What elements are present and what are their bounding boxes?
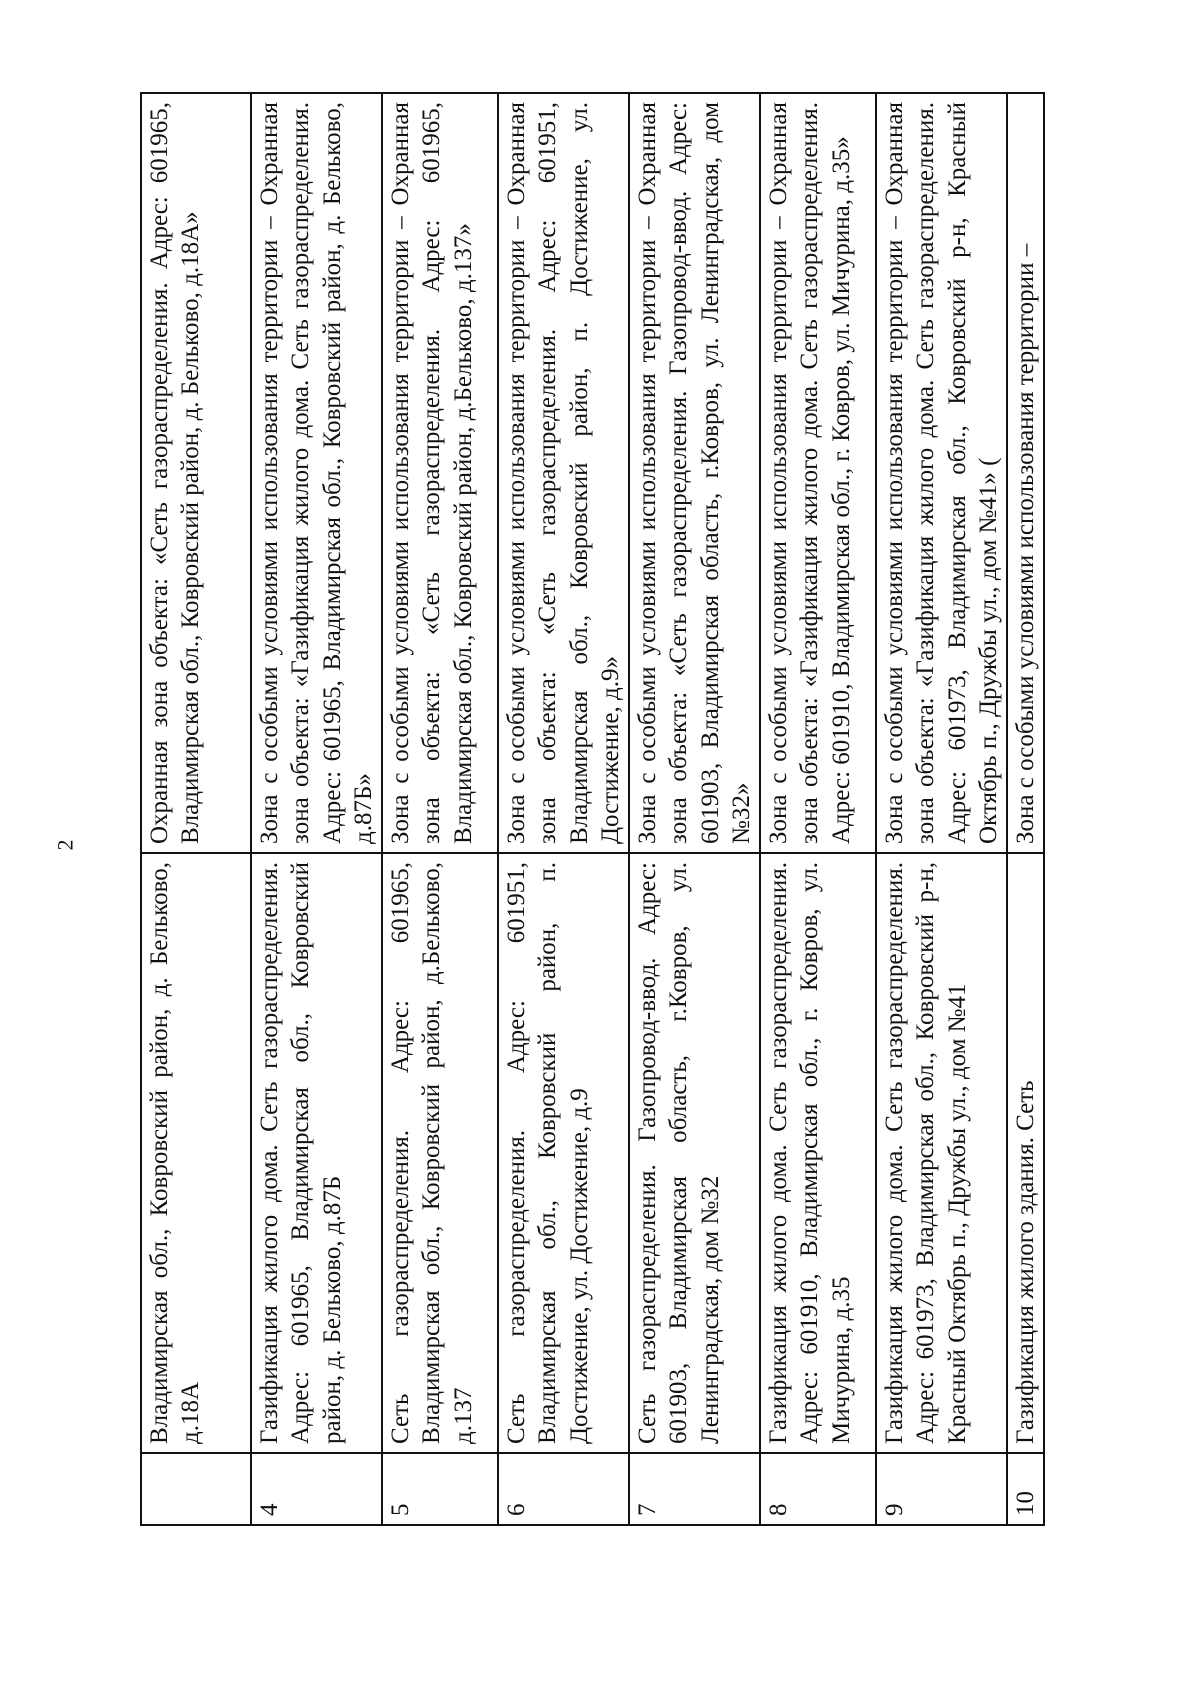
row-number: 7 [629, 1453, 760, 1525]
object-description: Сеть газораспределения. Адрес: 601951, Владимирская обл., Ковровский район, п. Достижение, ул. Достижение, д.9 [498, 853, 629, 1453]
row-number: 8 [760, 1453, 876, 1525]
table-row [141, 93, 251, 1525]
row-number: 9 [876, 1453, 1007, 1525]
row-number: 5 [382, 1453, 498, 1525]
row-number: 4 [251, 1453, 382, 1525]
row-number: 6 [498, 1453, 629, 1525]
rotated-table-wrapper [140, 94, 1080, 1526]
object-description: Газификация жилого дома. Сеть газораспределения. Адрес: 601910, Владимирская обл., г. Ковров, ул. Мичурина, д.35 [760, 853, 876, 1453]
row-number: 10 [1007, 1453, 1044, 1525]
object-description: Владимирская обл., Ковровский район, д. Бельково, д.18А [141, 853, 251, 1453]
object-description: Сеть газораспределения. Газопровод-ввод. Адрес: 601903, Владимирская область, г.Ковров, ул. Ленинградская, дом №32 [629, 853, 760, 1453]
table-row [498, 93, 629, 1525]
zone-description: Зона с особыми условиями использования территории – Охранная зона объекта: «Газификация жилого дома. Сеть газораспределения. Адрес: 601910, Владимирская обл., г. Ковров, ул. Мичурина, д.35» [760, 93, 876, 853]
table-row [382, 93, 498, 1525]
object-description: Газификация жилого здания. Сеть [1007, 853, 1044, 1453]
zone-description: Зона с особыми условиями использования территории – Охранная зона объекта: «Сеть газораспределения. Адрес: 601951, Владимирская обл., Ковровский район, п. Достижение, ул. Достижение, д.9» [498, 93, 629, 853]
zone-description: Зона с особыми условиями использования территории – [1007, 93, 1044, 853]
table-row [629, 93, 760, 1525]
object-description: Газификация жилого дома. Сеть газораспределения. Адрес: 601973, Владимирская обл., Ковровский р-н, Красный Октябрь п., Дружбы ул., дом №41 [876, 853, 1007, 1453]
table-row [876, 93, 1007, 1525]
table-row [760, 93, 876, 1525]
row-number [141, 1453, 251, 1525]
table-row [251, 93, 382, 1525]
zone-description: Зона с особыми условиями использования территории – Охранная зона объекта: «Газификация жилого дома. Сеть газораспределения. Адрес: 601965, Владимирская обл., Ковровский район, д. Бельково, д.87Б» [251, 93, 382, 853]
zone-description: Охранная зона объекта: «Сеть газораспределения. Адрес: 601965, Владимирская обл., Ковровский район, д. Бельково, д.18А» [141, 93, 251, 853]
zone-description: Зона с особыми условиями использования территории – Охранная зона объекта: «Сеть газораспределения. Газопровод-ввод. Адрес: 601903, Владимирская область, г.Ковров, ул. Ленинградская, дом №32» [629, 93, 760, 853]
object-description: Газификация жилого дома. Сеть газораспределения. Адрес: 601965, Владимирская обл., Ковровский район, д. Бельково, д.87Б [251, 853, 382, 1453]
table-row [1007, 93, 1044, 1525]
zones-table [140, 92, 1045, 1526]
page-number: 2 [52, 839, 78, 851]
object-description: Сеть газораспределения. Адрес: 601965, Владимирская обл., Ковровский район, д.Бельково, д.137 [382, 853, 498, 1453]
zone-description: Зона с особыми условиями использования территории – Охранная зона объекта: «Сеть газораспределения. Адрес: 601965, Владимирская обл., Ковровский район, д.Бельково, д.137» [382, 93, 498, 853]
zone-description: Зона с особыми условиями использования территории – Охранная зона объекта: «Газификация жилого дома. Сеть газораспределения. Адрес: 601973, Владимирская обл., Ковровский р-н, Красный Октябрь п., Дружбы ул., дом №41» ( [876, 93, 1007, 853]
